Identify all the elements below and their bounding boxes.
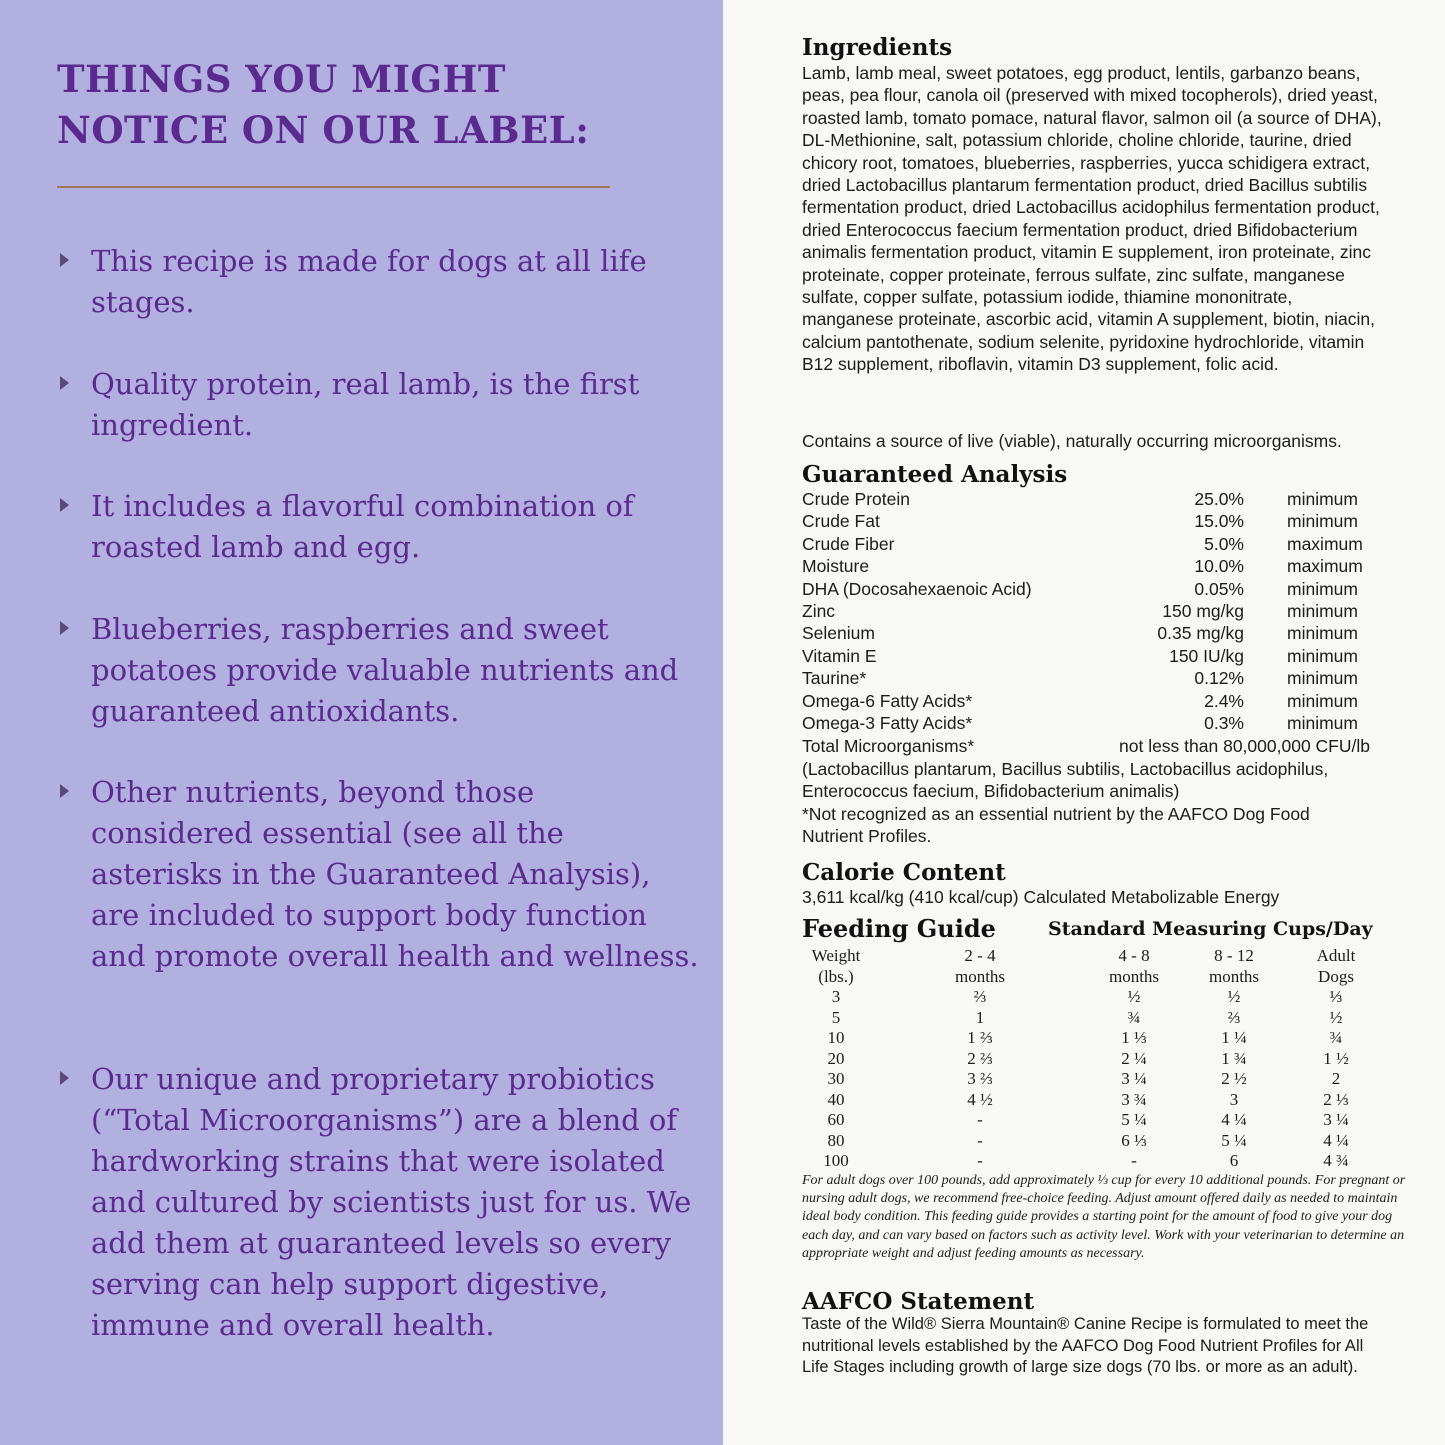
- feeding-header-row: [802, 967, 1382, 988]
- feeding-row: [802, 1069, 1382, 1090]
- feeding-cell: 4 ¼: [1323, 1130, 1349, 1150]
- feeding-cell: ½: [1329, 1007, 1343, 1027]
- headline-line-2: NOTICE ON OUR LABEL:: [57, 108, 590, 152]
- analysis-name: DHA (Docosahexaenoic Acid): [802, 578, 1032, 599]
- feeding-cell: 2: [1331, 1069, 1341, 1088]
- analysis-name: Crude Protein: [802, 489, 910, 509]
- analysis-title: Guaranteed Analysis: [802, 461, 1068, 488]
- bullet-item: [60, 772, 700, 977]
- feeding-cell: 4 ¼: [1221, 1110, 1247, 1129]
- feeding-cell: 2 ⅔: [967, 1048, 993, 1068]
- bullet-text: Other nutrients, beyond those considered essential (see all the asterisks in the Guaranteed Analysis), are included to support body function and promote overall health and wellness.: [91, 775, 699, 973]
- feeding-cell: 80: [827, 1130, 845, 1150]
- analysis-name: Selenium: [802, 623, 875, 644]
- analysis-qualifier: minimum: [1287, 601, 1358, 621]
- bullet-text: Quality protein, real lamb, is the first ingredient.: [91, 367, 640, 442]
- feeding-cell: 1 ⅓: [1121, 1028, 1147, 1047]
- feeding-cell: ⅔: [973, 987, 987, 1006]
- feeding-cell: ½: [1227, 987, 1241, 1006]
- analysis-row: [802, 534, 1372, 556]
- analysis-qualifier: maximum: [1287, 556, 1363, 577]
- bullet-text: It includes a flavorful combination of roasted lamb and egg.: [91, 489, 634, 564]
- feeding-cell: 60: [827, 1110, 845, 1129]
- analysis-row: [802, 511, 1372, 533]
- feeding-cell: 1 ⅔: [967, 1028, 993, 1047]
- feeding-row: [802, 1090, 1382, 1111]
- analysis-name: Moisture: [802, 556, 870, 577]
- bullet-text: Our unique and proprietary probiotics (“Total Microorganisms”) are a blend of hardworking strains that were isolated and cultured by scientists just for us. We add them at guaranteed levels so every serving can help support digestive, immune and overall health.: [91, 1062, 692, 1342]
- feeding-cell: 6: [1229, 1151, 1239, 1170]
- analysis-value: 2.4%: [1204, 690, 1244, 711]
- analysis-qualifier: minimum: [1287, 511, 1358, 532]
- calorie-title: Calorie Content: [802, 859, 1006, 886]
- feeding-cell: -: [977, 1130, 983, 1150]
- analysis-row: [802, 668, 1372, 690]
- feeding-cell: 2 ¼: [1121, 1048, 1147, 1068]
- feeding-row: [802, 1008, 1382, 1029]
- triangle-bullet-icon: [60, 621, 69, 635]
- feeding-header-cell: 2 - 4: [964, 946, 996, 965]
- feeding-cell: ¾: [1329, 1028, 1343, 1047]
- feeding-cell: 20: [827, 1048, 845, 1068]
- feeding-header-cell: Weight: [811, 946, 861, 965]
- analysis-row: [802, 579, 1372, 601]
- feeding-row: [802, 1028, 1382, 1049]
- analysis-name: Zinc: [802, 601, 836, 621]
- feeding-note: For adult dogs over 100 pounds, add approximately ⅓ cup for every 10 additional pounds. For pregnant or nursing adult dogs, we recommend free-choice feeding. Adjust amount offered daily as needed to maintain ideal body condition. This feeding guide provides a starting point for the amount of food to give your dog each day, and can vary based on factors such as activity level. Work with your veterinarian to determine an appropriate weight and adjust feeding amounts as necessary.: [802, 1173, 1406, 1261]
- bullet-text: Blueberries, raspberries and sweet potatoes provide valuable nutrients and guaranteed antioxidants.: [91, 612, 679, 728]
- feeding-cell: 6 ⅓: [1121, 1130, 1147, 1150]
- bullet-text: This recipe is made for dogs at all life stages.: [91, 244, 647, 319]
- aafco-text: Taste of the Wild® Sierra Mountain® Canine Recipe is formulated to meet the nutritional levels established by the AAFCO Dog Food Nutrient Profiles for All Life Stages including growth of large size dogs (70 lbs. or more as an adult).: [802, 1315, 1369, 1376]
- feeding-cell: 1: [975, 1007, 985, 1027]
- feeding-header-cell: months: [1108, 966, 1160, 986]
- feeding-header-cell: 4 - 8: [1118, 946, 1150, 965]
- analysis-row: [802, 623, 1372, 645]
- feeding-cell: -: [1131, 1151, 1137, 1170]
- feeding-row: [802, 1151, 1382, 1172]
- analysis-name: Omega-3 Fatty Acids*: [802, 713, 973, 733]
- analysis-qualifier: minimum: [1287, 645, 1358, 666]
- analysis-name: Omega-6 Fatty Acids*: [802, 690, 973, 711]
- analysis-row: [802, 691, 1372, 713]
- triangle-bullet-icon: [60, 376, 69, 390]
- analysis-value: 25.0%: [1194, 489, 1244, 509]
- headline-line-1: THINGS YOU MIGHT: [57, 57, 506, 101]
- feeding-header-cell: 8 - 12: [1214, 946, 1254, 965]
- feeding-header-row: [802, 946, 1382, 967]
- analysis-qualifier: minimum: [1287, 489, 1358, 509]
- analysis-value: 150 mg/kg: [1162, 601, 1244, 621]
- feeding-cell: 3 ¼: [1323, 1110, 1349, 1129]
- feeding-row: [802, 1131, 1382, 1152]
- analysis-name: Crude Fiber: [802, 533, 895, 554]
- feeding-cell: 5 ¼: [1121, 1110, 1147, 1129]
- feeding-header-cell: Adult: [1316, 946, 1356, 965]
- analysis-qualifier: minimum: [1287, 623, 1358, 644]
- microorganisms-detail: (Lactobacillus plantarum, Bacillus subtilis, Lactobacillus acidophilus, Enterococcus faecium, Bifidobacterium animalis): [802, 759, 1329, 802]
- bullet-item: [60, 1059, 700, 1346]
- analysis-value: 0.05%: [1194, 578, 1244, 599]
- feeding-row: [802, 1049, 1382, 1070]
- feeding-cell: -: [977, 1151, 983, 1170]
- feeding-header-cell: Dogs: [1318, 966, 1354, 986]
- analysis-row: [802, 489, 1372, 511]
- feeding-cell: 40: [827, 1089, 845, 1109]
- feeding-cell: 5: [831, 1007, 841, 1027]
- feeding-cell: -: [977, 1110, 983, 1129]
- analysis-value: 10.0%: [1194, 556, 1244, 577]
- microorganisms-note: Contains a source of live (viable), naturally occurring microorganisms.: [802, 431, 1342, 451]
- ingredients-title: Ingredients: [802, 34, 953, 61]
- divider: [57, 186, 610, 188]
- bullet-item: [60, 609, 700, 732]
- feeding-cell: 10: [827, 1028, 845, 1047]
- bullet-item: [60, 241, 700, 323]
- analysis-row: [802, 646, 1372, 668]
- bullet-item: [60, 486, 700, 568]
- analysis-value: not less than 80,000,000 CFU/lb: [1119, 736, 1370, 756]
- analysis-row: [802, 601, 1372, 623]
- analysis-row: [802, 713, 1372, 735]
- analysis-qualifier: maximum: [1287, 533, 1363, 554]
- feeding-row: [802, 1110, 1382, 1131]
- ingredients-text: Lamb, lamb meal, sweet potatoes, egg product, lentils, garbanzo beans, peas, pea flour, canola oil (preserved with mixed tocopherols), dried yeast, roasted lamb, tomato pomace, natural flavor, salmon oil (a source of DHA), DL-Methionine, salt, potassium chloride, choline chloride, taurine, dried chicory root, tomatoes, blueberries, raspberries, yucca schidigera extract, dried Lactobacillus plantarum fermentation product, dried Bacillus subtilis fermentation product, dried Lactobacillus acidophilus fermentation product, dried Enterococcus faecium fermentation product, dried Bifidobacterium animalis fermentation product, vitamin E supplement, iron proteinate, zinc proteinate, copper proteinate, ferrous sulfate, zinc sulfate, manganese sulfate, copper sulfate, potassium iodide, thiamine mononitrate, manganese proteinate, ascorbic acid, vitamin A supplement, biotin, niacin, calcium pantothenate, sodium selenite, pyridoxine hydrochloride, vitamin B12 supplement, riboflavin, vitamin D3 supplement, folic acid.: [802, 63, 1382, 375]
- analysis-qualifier: minimum: [1287, 668, 1358, 689]
- analysis-name: Taurine*: [802, 668, 867, 689]
- analysis-value: 0.12%: [1194, 668, 1244, 689]
- feeding-cell: 1 ¼: [1221, 1028, 1247, 1047]
- feeding-cell: 3 ⅔: [967, 1069, 993, 1088]
- triangle-bullet-icon: [60, 253, 69, 267]
- feeding-cell: 3: [831, 987, 841, 1006]
- feeding-cell: ⅓: [1329, 987, 1343, 1006]
- analysis-footnote: *Not recognized as an essential nutrient by the AAFCO Dog Food Nutrient Profiles.: [802, 804, 1310, 847]
- feeding-cell: 3 ¾: [1121, 1089, 1147, 1109]
- analysis-name: Vitamin E: [802, 645, 877, 666]
- feeding-cell: 5 ¼: [1221, 1130, 1247, 1150]
- feeding-title: Feeding Guide: [802, 914, 996, 943]
- analysis-qualifier: minimum: [1287, 713, 1358, 733]
- feeding-cell: ½: [1127, 987, 1141, 1006]
- bullet-item: [60, 364, 700, 446]
- feeding-cell: 4 ¾: [1323, 1151, 1349, 1170]
- analysis-name: Crude Fat: [802, 511, 880, 532]
- feeding-header-cell: months: [1208, 966, 1260, 986]
- feeding-cell: 3 ¼: [1121, 1069, 1147, 1088]
- triangle-bullet-icon: [60, 784, 69, 798]
- feeding-header-cell: months: [954, 966, 1006, 986]
- feeding-cell: 30: [827, 1069, 845, 1088]
- calorie-text: 3,611 kcal/kg (410 kcal/cup) Calculated Metabolizable Energy: [802, 887, 1280, 907]
- feeding-cell: 4 ½: [967, 1089, 993, 1109]
- analysis-value: 5.0%: [1204, 533, 1244, 554]
- triangle-bullet-icon: [60, 1071, 69, 1085]
- analysis-value: 0.35 mg/kg: [1157, 623, 1244, 644]
- aafco-title: AAFCO Statement: [802, 1288, 1035, 1315]
- feeding-cell: 1 ¾: [1221, 1048, 1247, 1068]
- analysis-qualifier: minimum: [1287, 690, 1358, 711]
- analysis-name: Total Microorganisms*: [802, 736, 975, 756]
- feeding-cell: 100: [823, 1151, 849, 1170]
- analysis-value: 0.3%: [1204, 713, 1244, 733]
- triangle-bullet-icon: [60, 498, 69, 512]
- feeding-row: [802, 987, 1382, 1008]
- feeding-cell: ¾: [1127, 1007, 1141, 1027]
- analysis-row: [802, 556, 1372, 578]
- feeding-cell: ⅔: [1227, 1007, 1241, 1027]
- analysis-row-microorganisms: [802, 736, 1372, 758]
- feeding-header-cell: (lbs.): [818, 966, 854, 986]
- feeding-cell: 3: [1229, 1089, 1239, 1109]
- feeding-cell: 1 ½: [1323, 1048, 1349, 1068]
- analysis-qualifier: minimum: [1287, 578, 1358, 599]
- analysis-value: 15.0%: [1194, 511, 1244, 532]
- feeding-cell: 2 ⅓: [1323, 1089, 1349, 1109]
- analysis-value: 150 IU/kg: [1169, 645, 1244, 666]
- feeding-table: [802, 946, 1382, 1172]
- headline: [57, 54, 677, 156]
- feeding-subtitle: Standard Measuring Cups/Day: [1048, 918, 1373, 940]
- feeding-cell: 2 ½: [1221, 1069, 1247, 1088]
